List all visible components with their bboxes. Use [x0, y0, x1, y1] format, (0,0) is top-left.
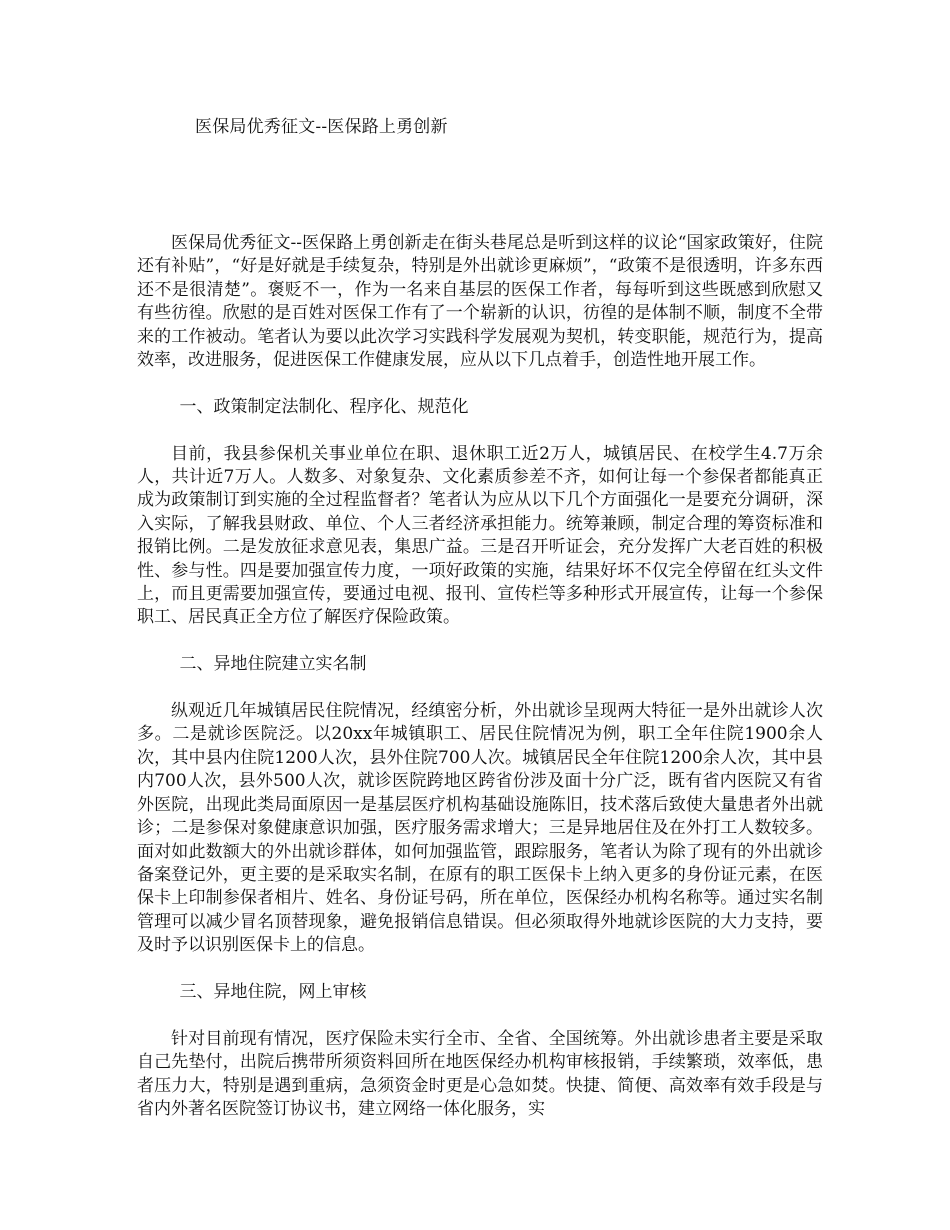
- intro-paragraph: 医保局优秀征文--医保路上勇创新走在街头巷尾总是听到这样的议论“国家政策好，住院还有补贴”，“好是好就是手续复杂，特别是外出就诊更麻烦”，“政策不是很透明，许多东西还不是很清楚”。褒贬不一，作为一名来自基层的医保工作者，每每听到这些既感到欣慰又有些彷徨。欣慰的是百姓对医保工作有了一个崭新的认识，彷徨的是体制不顺，制度不全带来的工作被动。笔者认为要以此次学习实践科学发展观为契机，转变职能，规范行为，提高效率，改进服务，促进医保工作健康发展，应从以下几点着手，创造性地开展工作。: [137, 233, 823, 371]
- document-body: [137, 232, 823, 1121]
- paragraph-spacer: [137, 630, 823, 653]
- paragraph-spacer: [137, 1004, 823, 1027]
- paragraph-spacer: [137, 419, 823, 442]
- document-title: 医保局优秀征文--医保路上勇创新: [195, 117, 448, 137]
- section-paragraph-2: 纵观近几年城镇居民住院情况，经缜密分析，外出就诊呈现两大特征一是外出就诊人次多。二是就诊医院泛。以20xx年城镇职工、居民住院情况为例，职工全年住院1900余人次，其中县内住院1200人次，县外住院700人次。城镇居民全年住院1200余人次，其中县内700人次，县外500人次，就诊医院跨地区跨省份涉及面十分广泛，既有省内医院又有省外医院，出现此类局面原因一是基层医疗机构基础设施陈旧，技术落后致使大量患者外出就诊；二是参保对象健康意识加强，医疗服务需求增大；三是异地居住及在外打工人数较多。面对如此数额大的外出就诊群体，如何加强监管，跟踪服务，笔者认为除了现有的外出就诊备案登记外，更主要的是采取实名制，在原有的职工医保卡上纳入更多的身份证元素，在医保卡上印制参保者相片、姓名、身份证号码，所在单位，医保经办机构名称等。通过实名制管理可以减少冒名顶替现象，避免报销信息错误。但必须取得外地就诊医院的大力支持，要及时予以识别医保卡上的信息。: [137, 701, 823, 956]
- paragraph-spacer: [137, 677, 823, 700]
- section-heading-2: 二、异地住院建立实名制: [179, 654, 367, 675]
- section-paragraph-1: 目前，我县参保机关事业单位在职、退休职工近2万人，城镇居民、在校学生4.7万余人，共计近7万人。人数多、对象复杂、文化素质参差不齐，如何让每一个参保者都能真正成为政策制订到实施的全过程监督者？笔者认为应从以下几个方面强化一是要充分调研，深入实际，了解我县财政、单位、个人三者经济承担能力。统筹兼顾，制定合理的筹资标准和报销比例。二是发放征求意见表，集思广益。三是召开听证会，充分发挥广大老百姓的积极性、参与性。四是要加强宣传力度，一项好政策的实施，结果好坏不仅完全停留在红头文件上，而且更需要加强宣传，要通过电视、报刊、宣传栏等多种形式开展宣传，让每一个参保职工、居民真正全方位了解医疗保险政策。: [137, 443, 823, 628]
- section-heading-1: 一、政策制定法制化、程序化、规范化: [179, 396, 469, 417]
- section-heading-3: 三、异地住院，网上审核: [179, 981, 367, 1002]
- paragraph-spacer: [137, 958, 823, 981]
- paragraph-spacer: [137, 372, 823, 395]
- section-paragraph-3: 针对目前现有情况，医疗保险未实行全市、全省、全国统筹。外出就诊患者主要是采取自己先垫付，出院后携带所须资料回所在地医保经办机构审核报销，手续繁琐，效率低，患者压力大，特别是遇到重病，急须资金时更是心急如焚。快捷、简便、高效率有效手段是与省内外著名医院签订协议书，建立网络一体化服务，实: [137, 1028, 823, 1119]
